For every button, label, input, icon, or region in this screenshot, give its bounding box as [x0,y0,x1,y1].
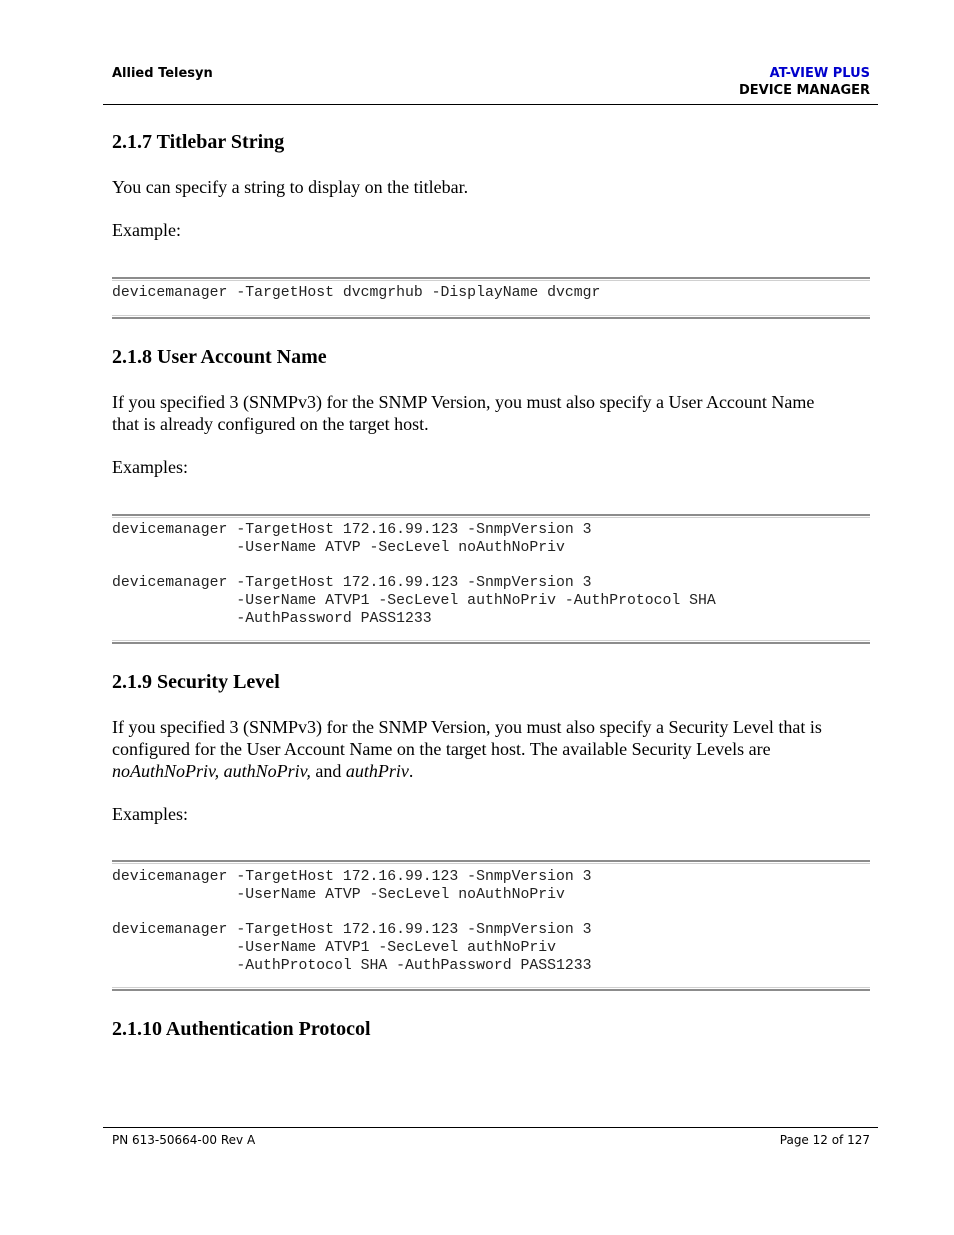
sentence-end: . [408,761,414,781]
code-line: -UserName ATVP -SecLevel noAuthNoPriv [112,887,565,903]
section-heading-2-1-8: 2.1.8 User Account Name [112,346,327,368]
conjunction: and [315,761,342,781]
example-label-2-1-9: Examples: [112,804,188,824]
code-line: -UserName ATVP1 -SecLevel authNoPriv [112,940,556,956]
section-body-2-1-9-line2: configured for the User Account Name on the target host. The available Security Levels are [112,739,771,759]
security-level-authpriv: authPriv [345,761,409,781]
code-line: -AuthProtocol SHA -AuthPassword PASS1233 [112,958,592,974]
section-heading-2-1-7: 2.1.7 Titlebar String [112,131,285,153]
page-footer [103,1127,878,1147]
code-line: devicemanager -TargetHost 172.16.99.123 -SnmpVersion 3 [112,575,592,591]
company-name: Allied Telesyn [112,66,213,81]
section-heading-2-1-10: 2.1.10 Authentication Protocol [112,1018,371,1040]
page-header [103,60,878,105]
code-line: devicemanager -TargetHost dvcmgrhub -DisplayName dvcmgr [112,285,601,301]
security-level-authnopriv: authNoPriv, [223,761,311,781]
code-block-2-1-9 [112,860,870,991]
section-body-2-1-7: You can specify a string to display on the titlebar. [112,177,469,197]
section-body-2-1-9-line1: If you specified 3 (SNMPv3) for the SNMP Version, you must also specify a Security Level that is [112,717,822,737]
code-block-2-1-8 [112,514,870,644]
code-line: devicemanager -TargetHost 172.16.99.123 -SnmpVersion 3 [112,522,592,538]
example-label-2-1-7: Example: [112,220,181,240]
example-label-2-1-8: Examples: [112,457,188,477]
section-body-2-1-8-line1: If you specified 3 (SNMPv3) for the SNMP Version, you must also specify a User Account Name [112,392,815,412]
section-body-2-1-8-line2: that is already configured on the target host. [112,414,429,434]
code-line: devicemanager -TargetHost 172.16.99.123 -SnmpVersion 3 [112,922,592,938]
code-line: -UserName ATVP -SecLevel noAuthNoPriv [112,540,565,556]
security-level-noauthnopriv: noAuthNoPriv, [112,761,220,781]
code-line: -AuthPassword PASS1233 [112,611,432,627]
section-heading-2-1-9: 2.1.9 Security Level [112,671,280,693]
product-name: AT-VIEW PLUS [769,66,870,81]
code-line: -UserName ATVP1 -SecLevel authNoPriv -AuthProtocol SHA [112,593,716,609]
part-number: PN 613-50664-00 Rev A [112,1133,256,1147]
page-number: Page 12 of 127 [779,1133,870,1147]
code-line: devicemanager -TargetHost 172.16.99.123 -SnmpVersion 3 [112,869,592,885]
document-title: DEVICE MANAGER [738,83,870,98]
section-body-2-1-9-line3 [112,760,870,782]
code-block-2-1-7 [112,277,870,319]
